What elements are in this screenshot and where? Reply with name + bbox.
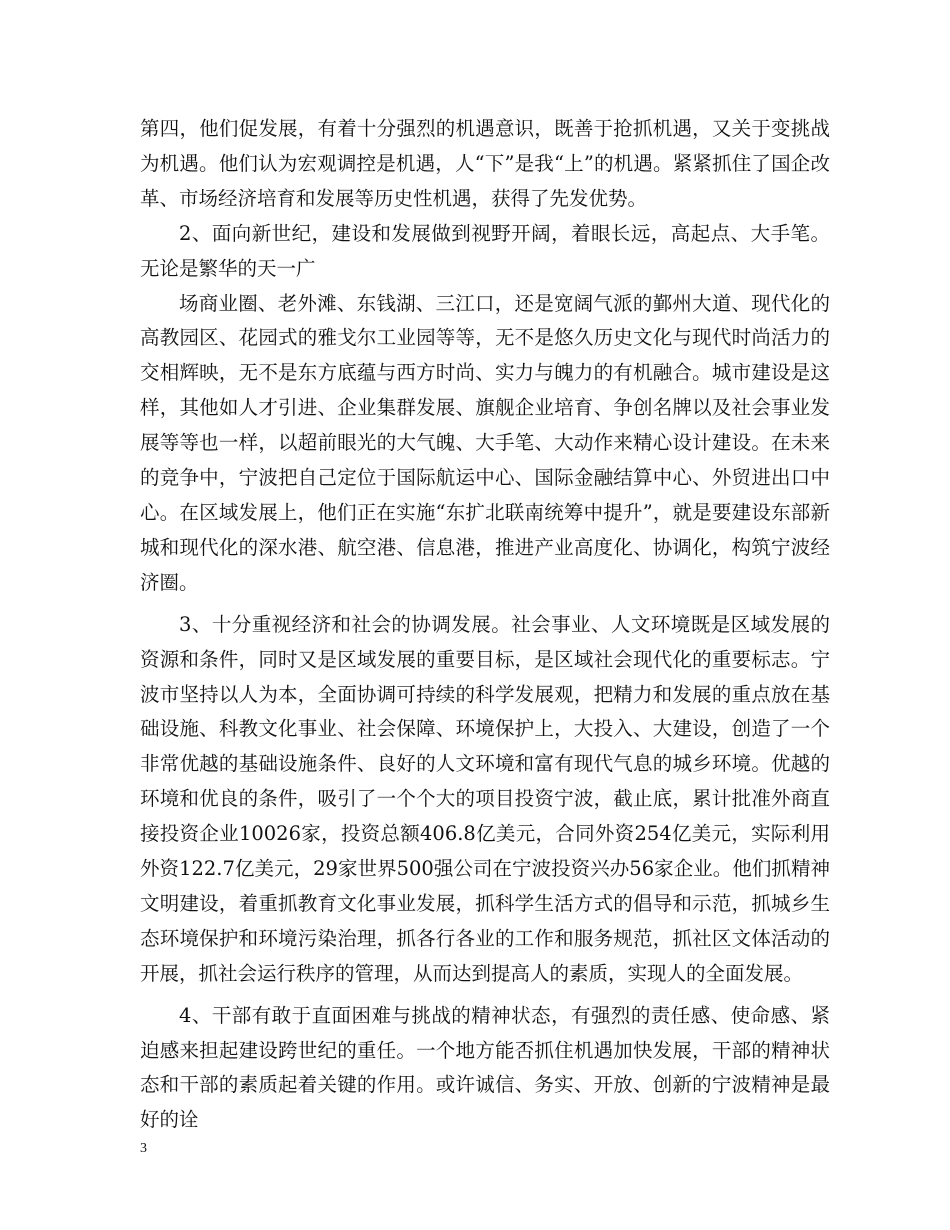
paragraph-point-2: 2、面向新世纪，建设和发展做到视野开阔，着眼长远，高起点、大手笔。无论是繁华的天一广 — [140, 221, 830, 280]
page-number: 3 — [140, 1141, 147, 1156]
paragraph-point-4: 4、干部有敢于直面困难与挑战的精神状态，有强烈的责任感、使命感、紧迫感来担起建设跨世纪的重任。一个地方能否抓住机遇加快发展，干部的精神状态和干部的素质起着关键的作用。或许诚信、务实、开放、创新的宁波精神是最好的诠 — [140, 1003, 830, 1132]
paragraph-point-3: 3、十分重视经济和社会的协调发展。社会事业、人文环境既是区域发展的资源和条件，同时又是区域发展的重要目标，是区域社会现代化的重要标志。宁波市坚持以人为本，全面协调可持续的科学发展观，把精力和发展的重点放在基础设施、科教文化事业、社会保障、环境保护上，大投入、大建设，创造了一个非常优越的基础设施条件、良好的人文环境和富有现代气息的城乡环境。优越的环境和优良的条件，吸引了一个个大的项目投资宁波，截止底，累计批准外商直接投资企业10026家，投资总额406.8亿美元，合同外资254亿美元，实际利用外资122.7亿美元，29家世界500强公司在宁波投资兴办56家企业。他们抓精神文明建设，着重抓教育文化事业发展，抓科学生活方式的倡导和示范，抓城乡生态环境保护和环境污染治理，抓各行各业的工作和服务规范，抓社区文体活动的开展，抓社会运行秩序的管理，从而达到提高人的素质，实现人的全面发展。 — [140, 612, 830, 985]
paragraph-opportunity: 第四，他们促发展，有着十分强烈的机遇意识，既善于抢抓机遇，又关于变挑战为机遇。他们认为宏观调控是机遇，人“下”是我“上”的机遇。紧紧抓住了国企改革、市场经济培育和发展等历史性机遇，获得了先发优势。 — [140, 117, 830, 210]
document-body — [140, 112, 830, 1138]
paragraph-city-construction: 场商业圈、老外滩、东钱湖、三江口，还是宽阔气派的鄞州大道、现代化的高教园区、花园式的雅戈尔工业园等等，无不是悠久历史文化与现代时尚活力的交相辉映，无不是东方底蕴与西方时尚、实力与魄力的有机融合。城市建设是这样，其他如人才引进、企业集群发展、旗舰企业培育、争创名牌以及社会事业发展等等也一样，以超前眼光的大气魄、大手笔、大动作来精心设计建设。在未来的竞争中，宁波把自己定位于国际航运中心、国际金融结算中心、外贸进出口中心。在区域发展上，他们正在实施“东扩北联南统筹中提升”，就是要建设东部新城和现代化的深水港、航空港、信息港，推进产业高度化、协调化，构筑宁波经济圈。 — [140, 291, 830, 594]
